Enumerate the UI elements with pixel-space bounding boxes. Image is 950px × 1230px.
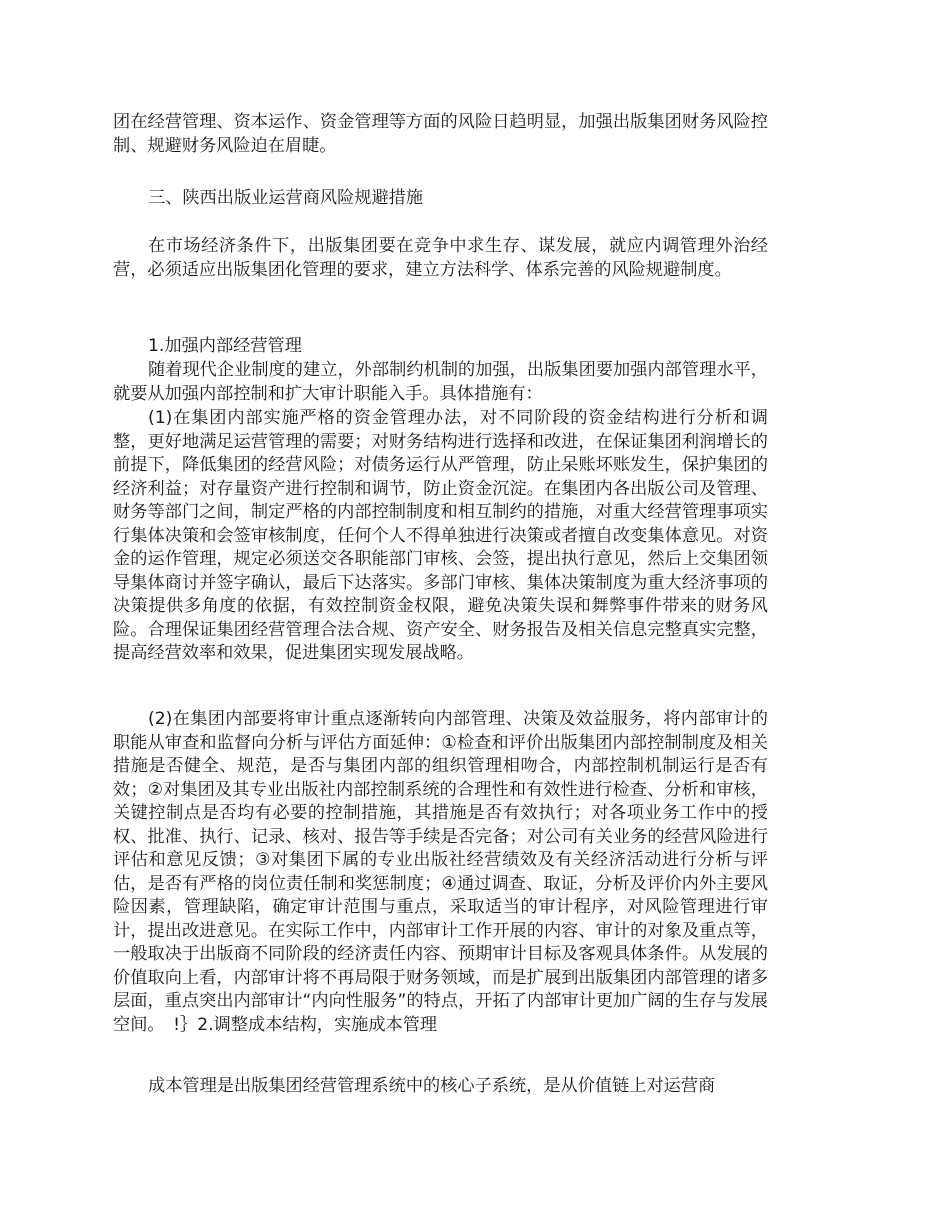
paragraph-subsection-1-intro: 随着现代企业制度的建立，外部制约机制的加强，出版集团要加强内部管理水平，就要从加强内部控制和扩大审计职能入手。具体措施有： bbox=[113, 360, 768, 404]
paragraph-measure-2: (2)在集团内部要将审计重点逐渐转向内部管理、决策及效益服务，将内部审计的职能从审查和监督向分析与评估方面延伸：①检查和评价出版集团内部控制制度及相关措施是否健全、规范，是否与集团内部的组织管理相吻合，内部控制机制运行是否有效；②对集团及其专业出版社内部控制系统的合理性和有效性进行检查、分析和审核，关键控制点是否均有必要的控制措施，其措施是否有效执行；对各项业务工作中的授权、批准、执行、记录、核对、报告等手续是否完备；对公司有关业务的经营风险进行评估和意见反馈；③对集团下属的专业出版社经营绩效及有关经济活动进行分析与评估，是否有严格的岗位责任制和奖惩制度；④通过调查、取证，分析及评价内外主要风险因素，管理缺陷，确定审计范围与重点，采取适当的审计程序，对风险管理进行审计，提出改进意见。在实际工作中，内部审计工作开展的内容、审计的对象及重点等，一般取决于出版商不同阶段的经济责任内容、预期审计目标及客观具体条件。从发展的价值取向上看，内部审计将不再局限于财务领域，而是扩展到出版集团内部管理的诸多层面，重点突出内部审计“内向性服务”的特点，开拓了内部审计更加广阔的生存与发展空间。 !｝2.调整成本结构，实施成本管理 bbox=[113, 709, 768, 1035]
section-3-heading: 三、陕西出版业运营商风险规避措施 bbox=[148, 188, 424, 208]
paragraph-cost-management: 成本管理是出版集团经营管理系统中的核心子系统，是从价值链上对运营商 bbox=[148, 1076, 716, 1096]
paragraph-measure-1: (1)在集团内部实施严格的资金管理办法，对不同阶段的资金结构进行分析和调整，更好地满足运营管理的需要；对财务结构进行选择和改进，在保证集团利润增长的前提下，降低集团的经营风险；对债务运行从严管理，防止呆账坏账发生，保护集团的经济利益；对存量资产进行控制和调节，防止资金沉淀。在集团内各出版公司及管理、财务等部门之间，制定严格的内部控制制度和相互制约的措施，对重大经营管理事项实行集体决策和会签审核制度，任何个人不得单独进行决策或者擅自改变集体意见。对资金的运作管理，规定必须送交各职能部门审核、会签，提出执行意见，然后上交集团领导集体商讨并签字确认，最后下达落实。多部门审核、集体决策制度为重大经济事项的决策提供多角度的依据，有效控制资金权限，避免决策失误和舞弊事件带来的财务风险。合理保证集团经营管理合法合规、资产安全、财务报告及相关信息完整真实完整，提高经营效率和效果，促进集团实现发展战略。 bbox=[113, 408, 768, 663]
paragraph-intro: 团在经营管理、资本运作、资金管理等方面的风险日趋明显，加强出版集团财务风险控制、规避财务风险迫在眉睫。 bbox=[113, 112, 768, 156]
paragraph-market-conditions: 在市场经济条件下，出版集团要在竞争中求生存、谋发展，就应内调管理外治经营，必须适应出版集团化管理的要求，建立方法科学、体系完善的风险规避制度。 bbox=[113, 236, 768, 280]
subsection-1-heading: 1.加强内部经营管理 bbox=[148, 336, 302, 356]
